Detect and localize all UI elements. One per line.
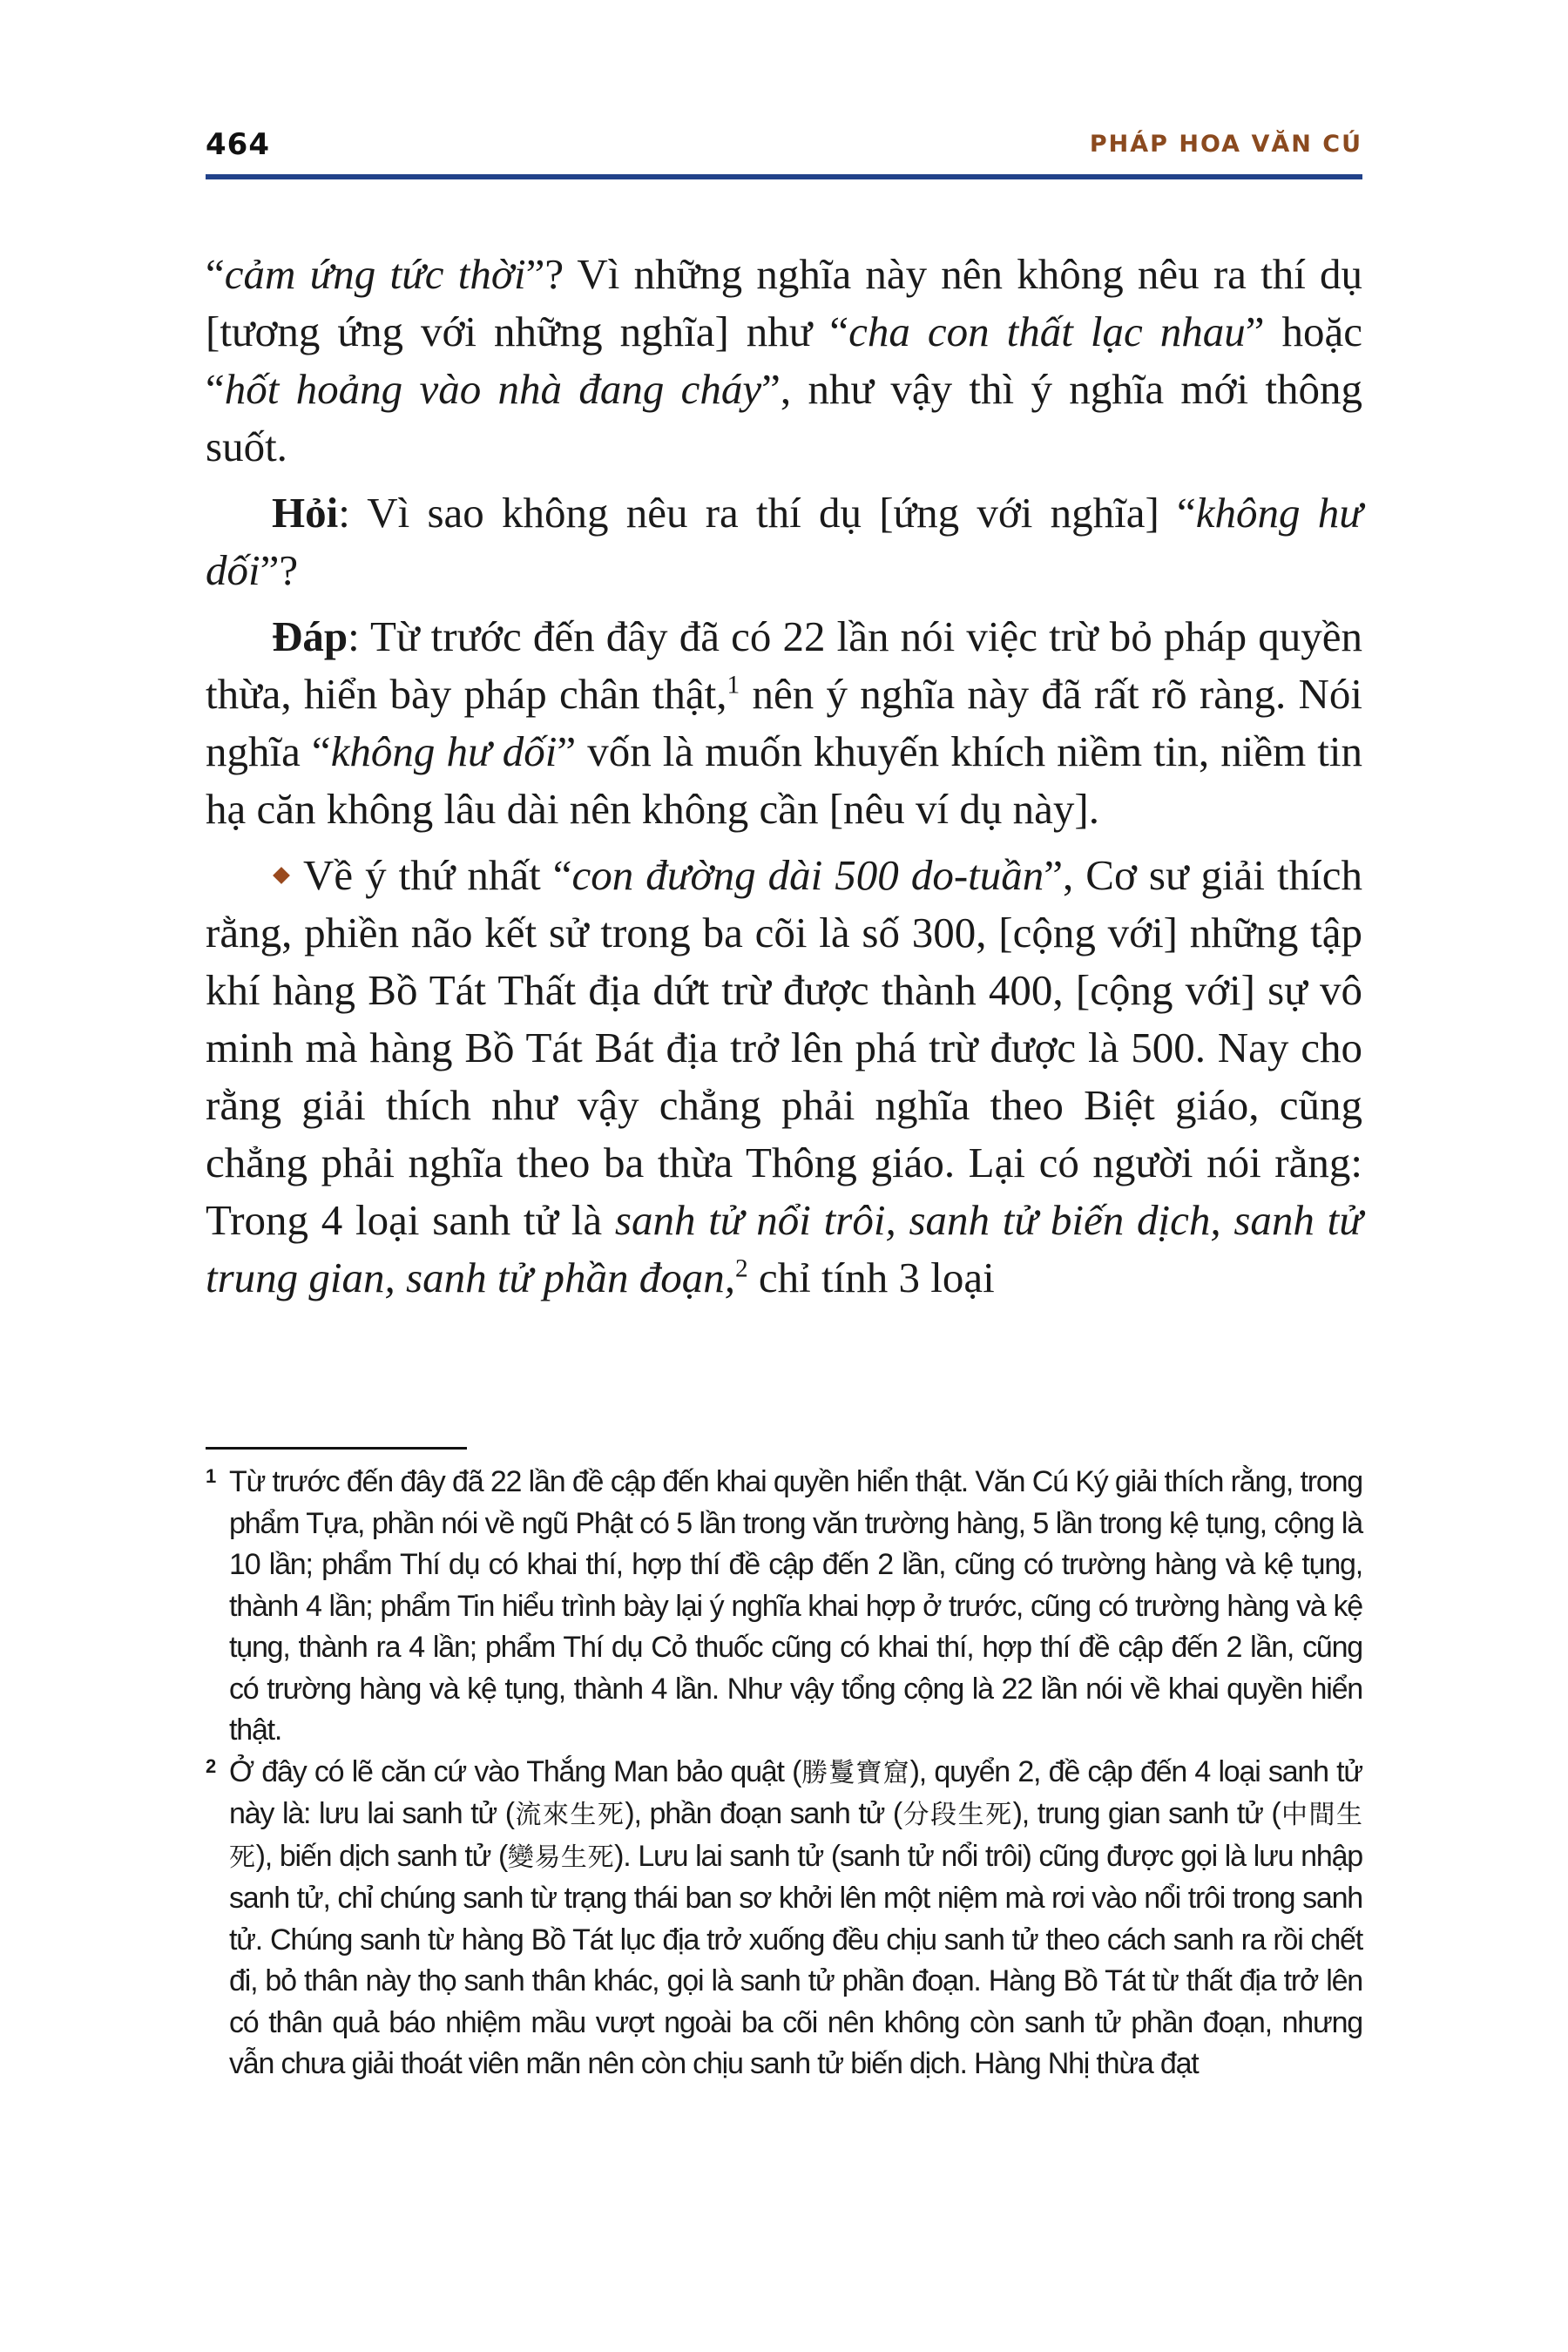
diamond-bullet-icon xyxy=(273,867,290,884)
text: chỉ tính 3 loại xyxy=(747,1254,995,1301)
page-header xyxy=(206,127,1362,166)
footnote-2 xyxy=(206,1752,1362,2085)
text: ). Lưu lai sanh tử (sanh tử nổi trôi) cũng được gọi là lưu nhập sanh tử, chỉ chúng sanh từ trạng thái ban sơ khởi lên một niệm mà rơi vào nổi trôi trong sanh tử. Chúng sanh từ hàng Bồ Tát lục địa trở xuống đều chịu sanh tử theo cách sanh ra rồi chết đi, bỏ thân này thọ sanh thân khác, gọi là sanh tử phần đoạn. Hàng Bồ Tát từ thất địa trở lên có thân quả báo nhiệm mầu vượt ngoài ba cõi nên không còn sanh tử phần đoạn, nhưng vẫn chưa giải thoát viên mãn nên còn chịu sanh tử biến dịch. Hàng Nhị thừa đạt xyxy=(229,1839,1363,2080)
paragraph-answer xyxy=(206,608,1362,838)
footnote-ref-2[interactable]: 2 xyxy=(734,1254,748,1283)
header-rule xyxy=(206,174,1362,179)
footnote-rule xyxy=(206,1447,467,1450)
chinese-text: 分段生死 xyxy=(902,1800,1013,1830)
text: ), trung gian sanh tử ( xyxy=(1012,1797,1281,1830)
answer-label: Đáp xyxy=(272,612,348,660)
paragraph-1 xyxy=(206,246,1362,476)
text: : Từ trước đến đây đã có 22 lần nói việc trừ bỏ pháp quyền thừa, hiển bày pháp chân thật, xyxy=(206,612,1362,718)
footnote-mark: 1 xyxy=(206,1465,216,1487)
text: ”, Cơ sư giải thích rằng, phiền não kết sử trong ba cõi là số 300, [cộng với] những tập khí hàng Bồ Tát Thất địa dứt trừ được thành 400, [cộng với] sự vô minh mà hàng Bồ Tát Bát địa trở lên phá trừ được là 500. Nay cho rằng giải thích như vậy chẳng phải nghĩa theo Biệt giáo, cũng chẳng phải nghĩa theo ba thừa Thông giáo. Lại có người nói rằng: Trong 4 loại sanh tử là xyxy=(206,851,1362,1244)
italic-phrase: con đường dài 500 do-tuần xyxy=(571,851,1044,899)
chinese-text: 變易生死 xyxy=(507,1842,615,1873)
footnote-text: Từ trước đến đây đã 22 lần đề cập đến khai quyền hiển thật. Văn Cú Ký giải thích rằng, trong phẩm Tựa, phần nói về ngũ Phật có 5 lần trong văn trường hàng, 5 lần trong kệ tụng, cộng là 10 lần; phẩm Thí dụ có khai thí, hợp thí đề cập đến 2 lần, cũng có trường hàng và kệ tụng, thành 4 lần; phẩm Tin hiểu trình bày lại ý nghĩa khai hợp ở trước, cũng có trường hàng và kệ tụng, thành ra 4 lần; phẩm Thí dụ Cỏ thuốc cũng có khai thí, hợp thí đề cập đến 2 lần, cũng có trường hàng và kệ tụng, thành 4 lần. Như vậy tổng cộng là 22 lần nói về khai quyền hiển thật. xyxy=(229,1465,1362,1747)
italic-phrase: không hư dối xyxy=(330,727,558,775)
running-title: PHÁP HOA VĂN CÚ xyxy=(1089,131,1362,158)
quote-mark: “ xyxy=(206,250,225,298)
text: : Vì sao không nêu ra thí dụ [ứng với nghĩa] “ xyxy=(338,489,1196,537)
text: ” hoặc “ xyxy=(206,308,1363,413)
text: ” vốn là muốn khuyến khích niềm tin, niềm tin hạ căn không lâu dài nên không cần [nêu ví dụ này]. xyxy=(206,727,1362,833)
italic-phrase: hốt hoảng vào nhà đang cháy xyxy=(224,365,762,413)
footnote-mark: 2 xyxy=(206,1754,216,1777)
paragraph-question xyxy=(206,484,1362,599)
italic-phrase: không hư dối xyxy=(206,489,1362,594)
text: ”, như vậy thì ý nghĩa mới thông suốt. xyxy=(206,365,1362,470)
body-text xyxy=(206,246,1362,1315)
text: ), phần đoạn sanh tử ( xyxy=(625,1797,902,1830)
paragraph-bullet xyxy=(206,847,1362,1307)
italic-phrase: sanh tử nổi trôi, sanh tử biến dịch, sanh tử trung gian, sanh tử phần đoạn, xyxy=(206,1196,1363,1301)
text: ), biến dịch sanh tử ( xyxy=(255,1839,508,1873)
chinese-text: 勝鬘寶窟 xyxy=(801,1757,910,1788)
text: ”? Vì những nghĩa này nên không nêu ra thí dụ [tương ứng với những nghĩa] như “ xyxy=(206,250,1362,355)
page-number: 464 xyxy=(206,127,270,162)
text: ”? xyxy=(260,546,299,594)
italic-phrase: cha con thất lạc nhau xyxy=(848,308,1246,355)
footnote-1 xyxy=(206,1462,1362,1752)
footnotes xyxy=(206,1462,1362,2085)
italic-phrase: cảm ứng tức thời xyxy=(224,250,526,298)
question-label: Hỏi xyxy=(272,489,339,537)
footnote-ref-1[interactable]: 1 xyxy=(727,671,740,700)
chinese-text: 流來生死 xyxy=(513,1800,625,1830)
text: Về ý thứ nhất “ xyxy=(303,851,572,899)
chinese-text: 中間生死 xyxy=(229,1800,1363,1873)
text: nên ý nghĩa này đã rất rõ ràng. Nói nghĩa “ xyxy=(206,670,1362,775)
text: Ở đây có lẽ căn cứ vào Thắng Man bảo quật ( xyxy=(229,1754,801,1788)
text: ), quyển 2, đề cập đến 4 loại sanh tử này là: lưu lai sanh tử ( xyxy=(229,1754,1362,1830)
